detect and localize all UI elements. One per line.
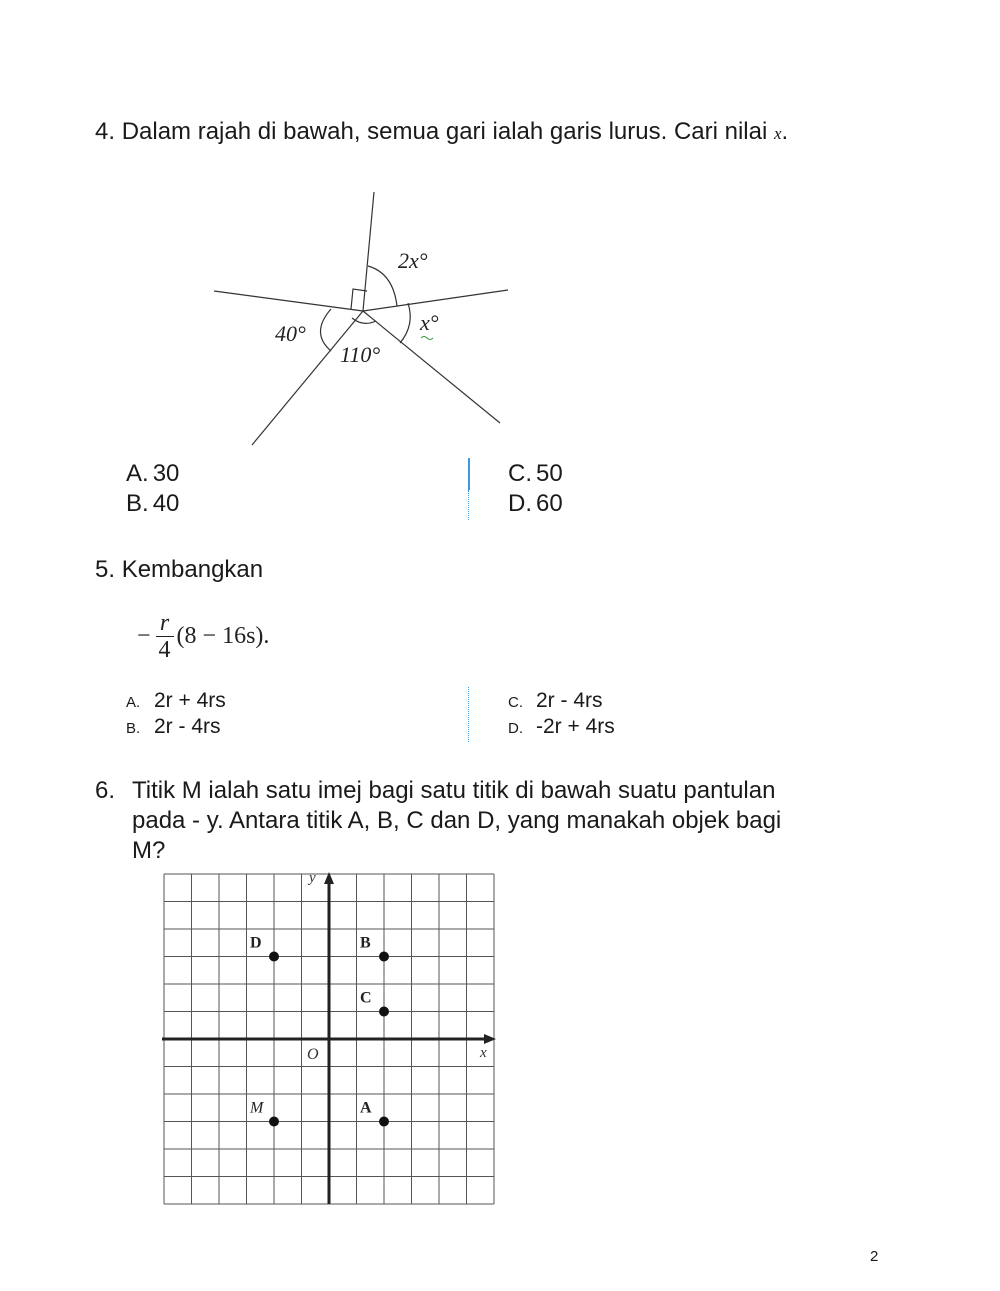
- q4-angle-diagram: [200, 185, 520, 450]
- q5-expression: [137, 610, 269, 663]
- option-value: 40: [152, 490, 180, 517]
- expr-fraction: [156, 610, 174, 663]
- q6-coordinate-grid: [150, 860, 510, 1220]
- x-axis-label: x: [480, 1045, 487, 1061]
- spell-underline: [421, 337, 433, 340]
- label-40: 40°: [275, 321, 306, 346]
- arc-40: [321, 309, 332, 351]
- option-value: 50: [536, 460, 563, 487]
- q5-option-c[interactable]: [508, 688, 603, 716]
- option-value: 60: [536, 490, 563, 517]
- option-letter: A.: [126, 460, 149, 487]
- option-letter: D.: [508, 490, 532, 517]
- expr-numerator: r: [159, 610, 170, 636]
- point-label: A: [360, 1099, 372, 1117]
- q4-text: Dalam rajah di bawah, semua gari ialah garis lurus. Cari nilai: [121, 118, 768, 145]
- option-value: 2r + 4rs: [154, 689, 226, 712]
- point-label: B: [360, 934, 371, 952]
- column-divider-dotted: [468, 490, 469, 520]
- q4-option-c[interactable]: [508, 459, 563, 489]
- point-D: [269, 952, 279, 962]
- option-letter: B.: [126, 490, 149, 517]
- q5-option-d[interactable]: [508, 714, 615, 742]
- option-letter: C.: [508, 460, 532, 487]
- ray-right: [363, 290, 508, 311]
- q4-option-d[interactable]: [508, 489, 563, 519]
- expr-minus: −: [137, 623, 151, 649]
- point-label: C: [360, 989, 372, 1007]
- q6-line-3: M?: [132, 837, 166, 864]
- column-divider-dotted: [468, 687, 469, 742]
- point-M: [269, 1117, 279, 1127]
- label-2x: 2x°: [398, 248, 428, 273]
- point-B: [379, 952, 389, 962]
- page-number: 2: [870, 1248, 879, 1265]
- q5-line: [95, 555, 263, 585]
- axes: [162, 872, 496, 1204]
- option-value: 30: [152, 460, 180, 487]
- y-axis-label: y: [309, 870, 316, 886]
- arc-2x: [368, 266, 397, 306]
- q6-number: 6.: [95, 777, 116, 804]
- q5-number: 5.: [95, 556, 116, 583]
- label-110: 110°: [340, 342, 381, 367]
- option-letter: A.: [126, 694, 141, 711]
- option-value: 2r - 4rs: [536, 689, 603, 712]
- label-x: x°: [420, 310, 439, 335]
- q5-option-a[interactable]: [126, 688, 226, 716]
- option-value: 2r - 4rs: [154, 715, 221, 738]
- q6-line-1: Titik M ialah satu imej bagi satu titik di bawah suatu pantulan: [132, 777, 776, 804]
- option-value: -2r + 4rs: [536, 715, 615, 738]
- option-letter: D.: [508, 720, 523, 737]
- expr-denominator: 4: [156, 636, 174, 663]
- q4-var: x: [774, 124, 782, 143]
- q4-option-a[interactable]: [126, 459, 179, 489]
- q4-option-b[interactable]: [126, 489, 179, 519]
- option-letter: B.: [126, 720, 141, 737]
- point-C: [379, 1007, 389, 1017]
- q4-end: .: [781, 118, 789, 145]
- q5-text: Kembangkan: [121, 556, 264, 583]
- points: [249, 935, 389, 1127]
- point-label: D: [250, 934, 262, 952]
- q6-line-2: pada - y. Antara titik A, B, C dan D, yang manakah objek bagi: [132, 807, 782, 834]
- origin-label: O: [307, 1046, 319, 1063]
- point-A: [379, 1117, 389, 1127]
- q4-line: [95, 117, 788, 149]
- arc-x: [400, 303, 410, 343]
- expr-rest: (8 − 16s).: [176, 623, 270, 649]
- ray-up: [363, 192, 374, 311]
- q4-number: 4.: [95, 118, 116, 145]
- ray-left: [214, 291, 363, 311]
- ray-lower-left: [252, 311, 363, 445]
- option-letter: C.: [508, 694, 523, 711]
- point-label: M: [250, 1099, 264, 1117]
- column-divider: [468, 458, 470, 490]
- q5-option-b[interactable]: [126, 714, 221, 742]
